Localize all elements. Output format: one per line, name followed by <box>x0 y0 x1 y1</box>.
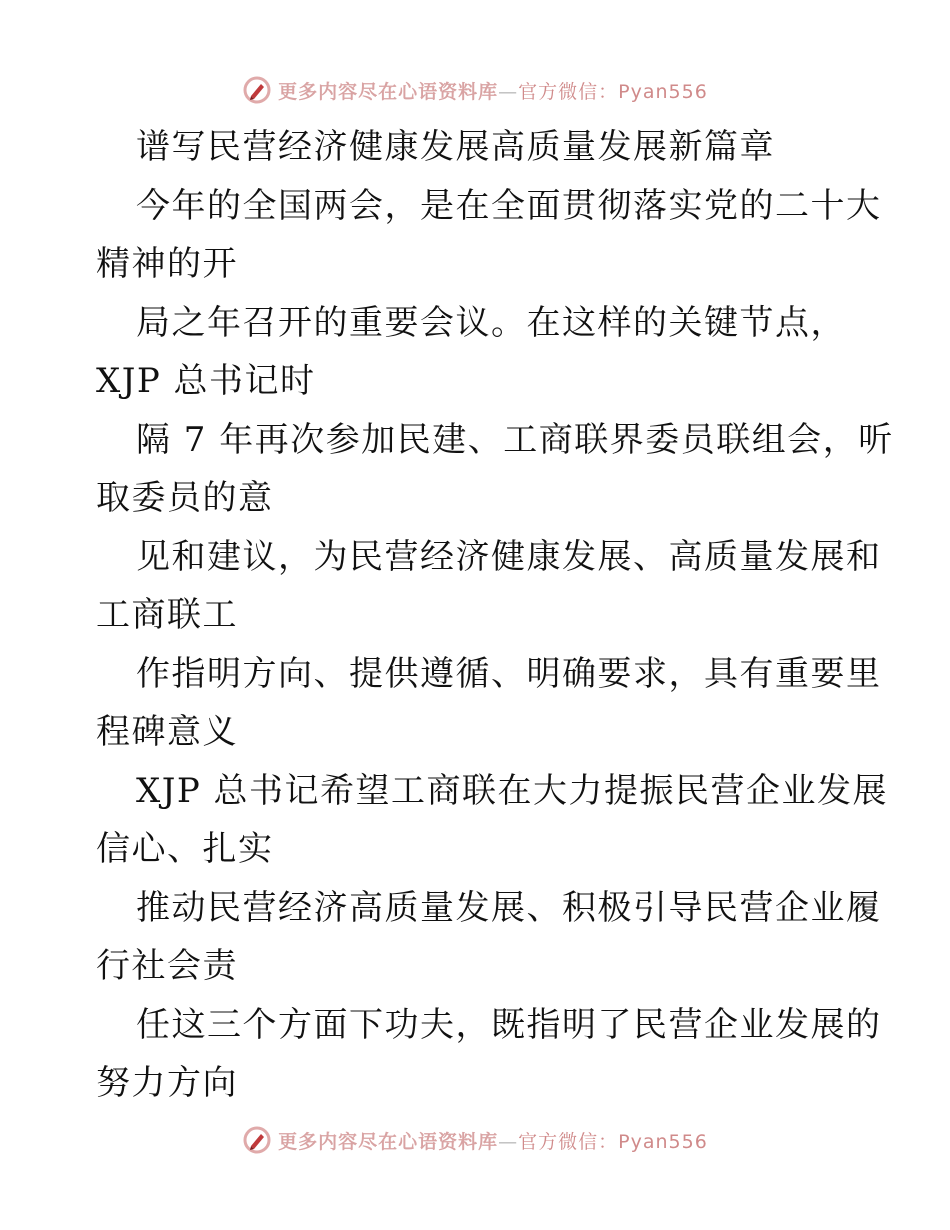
document-line: 精神的开 <box>96 244 238 284</box>
pen-circle-logo-icon <box>242 75 272 105</box>
document-line: 谱写民营经济健康发展高质量发展新篇章 <box>136 127 775 167</box>
document-line: 推动民营经济高质量发展、积极引导民营企业履 <box>136 887 882 928</box>
banner-contact: 官方微信：Pyan556 <box>518 80 708 103</box>
banner-contact: 官方微信：Pyan556 <box>518 1130 708 1153</box>
document-line: 任这三个方面下功夫，既指明了民营企业发展的 <box>136 1004 882 1045</box>
banner-brand: 更多内容尽在心语资料库 <box>278 80 499 103</box>
document-line: 见和建议，为民营经济健康发展、高质量发展和 <box>136 536 882 577</box>
footer-banner <box>0 1120 950 1160</box>
banner-separator: — <box>498 1130 519 1153</box>
document-line: 作指明方向、提供遵循、明确要求，具有重要里 <box>136 653 882 694</box>
pen-circle-logo-icon <box>242 1125 272 1155</box>
banner-text <box>278 1127 708 1154</box>
document-body <box>96 118 894 1113</box>
document-line: 行社会责 <box>96 946 238 986</box>
document-line: XJP 总书记时 <box>96 361 316 401</box>
banner-brand: 更多内容尽在心语资料库 <box>278 1130 499 1153</box>
document-line: 局之年召开的重要会议。在这样的关键节点， <box>136 302 846 343</box>
banner-separator: — <box>498 80 519 103</box>
document-line: 信心、扎实 <box>96 829 274 869</box>
document-line: 工商联工 <box>96 595 238 635</box>
document-line: 程碑意义 <box>96 712 238 752</box>
document-line: 隔 7 年再次参加民建、工商联界委员联组会，听 <box>136 419 894 460</box>
document-line: XJP 总书记希望工商联在大力提振民营企业发展 <box>136 770 889 811</box>
document-line: 努力方向 <box>96 1063 238 1103</box>
header-banner <box>0 70 950 110</box>
banner-text <box>278 77 708 104</box>
document-line: 取委员的意 <box>96 478 274 518</box>
document-line: 今年的全国两会，是在全面贯彻落实党的二十大 <box>136 185 882 226</box>
